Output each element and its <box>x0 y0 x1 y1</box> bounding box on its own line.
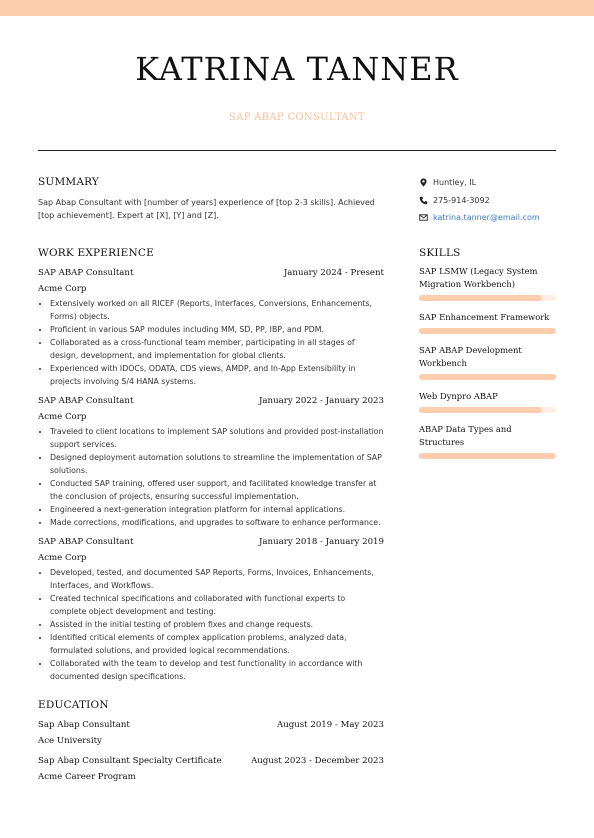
skill-entry <box>419 423 556 459</box>
phone-icon <box>419 196 428 205</box>
skill-name: SAP Enhancement Framework <box>419 311 550 322</box>
job-role: SAP ABAP Consultant <box>38 537 134 547</box>
job-header <box>38 268 384 278</box>
job-bullet: • Conducted SAP training, offered user support, and facilitated knowledge transfer at the conclusion of projects, ensuring successful implementation. <box>50 477 384 503</box>
summary-text: Sap Abap Consultant with [number of years] experience of [top 2-3 skills]. Achieved [top achievement]. Expert at [X], [Y] and [Z]. <box>38 198 375 220</box>
main-column <box>38 176 384 792</box>
job-bullet: • Extensively worked on all RICEF (Reports, Interfaces, Conversions, Enhancements, Forms) objects. <box>50 297 384 323</box>
education-list <box>38 720 384 782</box>
candidate-title: SAP ABAP CONSULTANT <box>229 112 365 123</box>
education-dates: August 2019 - May 2023 <box>277 720 384 730</box>
job-bullet: • Proficient in various SAP modules including MM, SD, PP, IBP, and PDM. <box>50 323 384 336</box>
education-header <box>38 720 384 730</box>
job-entry <box>38 396 384 529</box>
side-column <box>419 174 556 469</box>
skill-name: SAP LSMW (Legacy System Migration Workbench) <box>419 265 538 289</box>
job-header <box>38 396 384 406</box>
skill-name: SAP ABAP Development Workbench <box>419 344 522 368</box>
summary-heading: SUMMARY <box>38 176 100 188</box>
job-bullets <box>38 566 384 683</box>
skill-name: ABAP Data Types and Structures <box>419 423 512 447</box>
skill-level-fill <box>419 295 542 301</box>
skills-list <box>419 265 556 459</box>
job-bullet: • Assisted in the initial testing of problem fixes and change requests. <box>50 618 384 631</box>
job-bullet: • Traveled to client locations to implement SAP solutions and provided post-installation support services. <box>50 425 384 451</box>
jobs-list <box>38 268 384 683</box>
education-entry <box>38 720 384 746</box>
skill-level-track <box>419 328 556 334</box>
skills-heading: SKILLS <box>419 246 461 259</box>
education-header <box>38 756 384 766</box>
top-accent-band <box>0 0 594 16</box>
location-text: Huntley, IL <box>433 178 477 188</box>
job-bullet: • Identified critical elements of complex application problems, analyzed data, formulated solutions, and provided logical recommendations. <box>50 631 384 657</box>
job-bullet: • Experienced with IDOCs, ODATA, CDS views, AMDP, and In-App Extensibility in projects involving S/4 HANA systems. <box>50 362 384 388</box>
skill-entry <box>419 344 556 380</box>
skill-level-fill <box>419 407 542 413</box>
job-dates: January 2018 - January 2019 <box>258 537 384 547</box>
contact-location <box>419 174 556 192</box>
job-dates: January 2022 - January 2023 <box>258 396 384 406</box>
job-header <box>38 537 384 547</box>
job-bullet: • Collaborated with the team to develop and test functionality in accordance with documented design specifications. <box>50 657 384 683</box>
skill-level-track <box>419 295 556 301</box>
job-company: Acme Corp <box>38 553 87 563</box>
education-heading: EDUCATION <box>38 699 109 711</box>
job-company: Acme Corp <box>38 412 87 422</box>
job-bullet: • Collaborated as a cross-functional team member, participating in all stages of design, development, and implementation for global clients. <box>50 336 384 362</box>
contact-phone <box>419 192 556 210</box>
contact-email[interactable] <box>419 209 556 227</box>
skill-level-track <box>419 407 556 413</box>
skill-level-fill <box>419 328 556 334</box>
work-experience-section <box>38 247 384 683</box>
job-bullet: • Made corrections, modifications, and upgrades to software to enhance performance. <box>50 516 384 529</box>
skill-level-fill <box>419 453 556 459</box>
work-experience-heading: WORK EXPERIENCE <box>38 247 154 259</box>
education-school: Ace University <box>38 736 102 746</box>
envelope-icon <box>419 213 428 222</box>
job-dates: January 2024 - Present <box>283 268 384 278</box>
summary-section <box>38 176 384 222</box>
education-entry <box>38 756 384 782</box>
skills-section <box>419 247 556 459</box>
skill-name: Web Dynpro ABAP <box>419 390 498 401</box>
skill-level-track <box>419 453 556 459</box>
job-bullet: • Created technical specifications and collaborated with functional experts to complete object development and testing. <box>50 592 384 618</box>
job-entry <box>38 537 384 683</box>
map-pin-icon <box>419 178 428 187</box>
education-section <box>38 699 384 782</box>
skill-entry <box>419 311 556 334</box>
job-entry <box>38 268 384 388</box>
email-link[interactable]: katrina.tanner@email.com <box>433 213 540 223</box>
education-dates: August 2023 - December 2023 <box>251 756 384 766</box>
job-role: SAP ABAP Consultant <box>38 268 134 278</box>
education-school: Acme Career Program <box>38 772 136 782</box>
education-degree: Sap Abap Consultant <box>38 720 130 730</box>
job-bullets <box>38 297 384 388</box>
education-degree: Sap Abap Consultant Specialty Certificate <box>38 756 222 766</box>
candidate-name: KATRINA TANNER <box>135 50 459 88</box>
job-role: SAP ABAP Consultant <box>38 396 134 406</box>
job-bullet: • Developed, tested, and documented SAP Reports, Forms, Invoices, Enhancements, Interfaces, and Workflows. <box>50 566 384 592</box>
skill-entry <box>419 390 556 413</box>
header-divider <box>38 150 556 151</box>
job-company: Acme Corp <box>38 284 87 294</box>
job-bullet: • Engineered a next-generation integration platform for internal applications. <box>50 503 384 516</box>
job-bullets <box>38 425 384 529</box>
skill-level-fill <box>419 374 556 380</box>
phone-text: 275-914-3092 <box>433 195 490 205</box>
skill-level-track <box>419 374 556 380</box>
skill-entry <box>419 265 556 301</box>
job-bullet: • Designed deployment automation solutions to streamline the implementation of SAP solutions. <box>50 451 384 477</box>
